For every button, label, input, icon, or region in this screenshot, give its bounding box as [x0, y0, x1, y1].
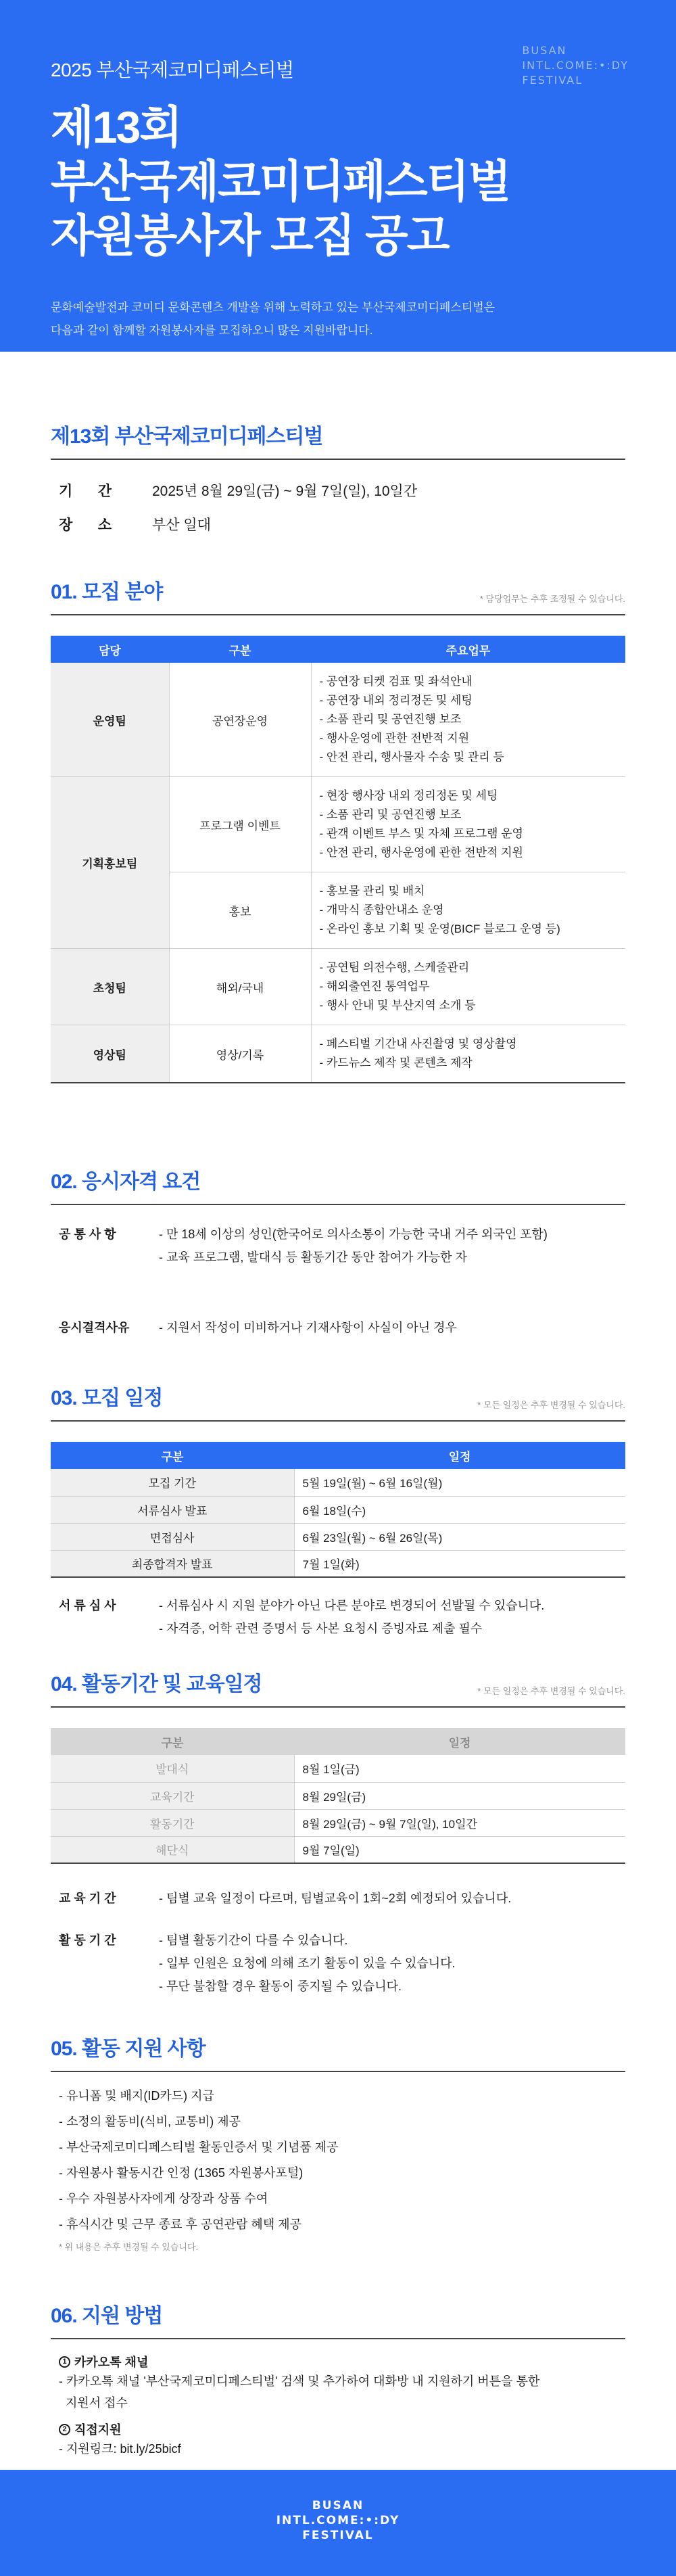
method-text: 지원서 접수: [59, 2396, 128, 2410]
team-cell: 기획홍보팀: [51, 777, 169, 949]
method-kakao-heading: [51, 2353, 625, 2370]
list-item: - 자원봉사 활동시간 인정 (1365 자원봉사포털): [59, 2166, 304, 2180]
section-header: [51, 575, 625, 615]
kv-label: 활 동 기 간: [59, 1934, 116, 1947]
section-title: 06. 지원 방법: [51, 2305, 163, 2327]
logo-line: INTL.COME:•:DY: [522, 59, 629, 72]
method-label: 직접지원: [74, 2423, 122, 2437]
col-header: 구분: [169, 636, 311, 663]
table-row: [51, 949, 625, 1025]
logo-line: FESTIVAL: [522, 74, 583, 87]
support-section: [51, 2032, 625, 2253]
desc-line: 문화예술발전과 코미디 문화콘텐츠 개발을 위해 노력하고 있는 부산국제코미디페스티벌은: [51, 301, 496, 314]
col-header: 구분: [51, 1442, 294, 1469]
document-review: [51, 1594, 625, 1640]
period-label: 기 간: [59, 484, 112, 499]
section-note: * 모든 일정은 추후 변경될 수 있습니다.: [477, 1400, 625, 1410]
section-header: [51, 2299, 625, 2339]
sub-cell: 영상/기록: [169, 1025, 311, 1083]
kv-value: - 지원서 작성이 미비하거나 기재사항이 사실이 아닌 경우: [159, 1321, 457, 1334]
table-row: 모집 기간 5월 19일(월) ~ 6월 16일(월): [51, 1469, 625, 1496]
list-item: - 부산국제코미디페스티벌 활동인증서 및 기념품 제공: [59, 2140, 339, 2154]
qualifications-section: [51, 1165, 625, 1339]
support-note: * 위 내용은 추후 변경될 수 있습니다.: [59, 2242, 199, 2252]
kv-value: - 서류심사 시 지원 분야가 아닌 다른 분야로 변경되어 선발될 수 있습니다. - 자격증, 어학 관련 증명서 등 사본 요청시 증빙자료 제출 필수: [159, 1599, 545, 1635]
number-1-icon: 1: [59, 2356, 70, 2368]
apply-section: [51, 2299, 625, 2460]
section-note: * 모든 일정은 추후 변경될 수 있습니다.: [477, 1686, 625, 1696]
team-cell: 초청팀: [51, 949, 169, 1025]
kv-value: - 팀별 교육 일정이 다르며, 팀별교육이 1회~2회 예정되어 있습니다.: [159, 1892, 512, 1905]
kv-label: 교 육 기 간: [59, 1892, 116, 1905]
page-title: [51, 100, 625, 262]
table-header-row: [51, 1442, 625, 1469]
table-row: 최종합격자 발표 7월 1일(화): [51, 1550, 625, 1577]
intro-section: [51, 419, 625, 534]
table-row: 활동기간 8월 29일(금) ~ 9월 7일(일), 10일간: [51, 1809, 625, 1836]
table-row: [51, 663, 625, 777]
intro-title: 제13회 부산국제코미디페스티벌: [51, 425, 323, 448]
place-row: [51, 514, 625, 534]
title-line: 자원봉사자 모집 공고: [51, 210, 449, 260]
table-row: [51, 777, 625, 872]
kv-label: 공 통 사 항: [59, 1227, 116, 1241]
tasks-cell: - 홍보물 관리 및 배치 - 개막식 종합안내소 운영 - 온라인 홍보 기획 및 운영(BICF 블로그 운영 등): [311, 872, 625, 949]
sub-cell: 프로그램 이벤트: [169, 777, 311, 872]
section-header: [51, 1381, 625, 1422]
table-header-row: [51, 1728, 625, 1755]
col-header: 일정: [294, 1728, 625, 1755]
tasks-cell: - 페스티벌 기간내 사진촬영 및 영상촬영 - 카드뉴스 제작 및 콘텐츠 제작: [311, 1025, 625, 1083]
list-item: - 휴식시간 및 근무 종료 후 공연관람 혜택 제공: [59, 2218, 301, 2231]
list-item: - 소정의 활동비(식비, 교통비) 제공: [59, 2115, 241, 2128]
activity-table: [51, 1728, 625, 1864]
sub-cell: 해외/국내: [169, 949, 311, 1025]
number-2-icon: 2: [59, 2424, 70, 2435]
section-header: [51, 2032, 625, 2072]
place-value: 부산 일대: [152, 517, 211, 533]
place-label: 장 소: [59, 517, 112, 533]
period-value: 2025년 8월 29일(금) ~ 9월 7일(일), 10일간: [152, 484, 418, 499]
list-item: - 유니폼 및 배지(ID카드) 지급: [59, 2089, 214, 2103]
table-header-row: [51, 636, 625, 663]
logo-line: BUSAN: [522, 44, 567, 57]
col-header: 담당: [51, 636, 169, 663]
team-cell: 영상팀: [51, 1025, 169, 1083]
title-line: 부산국제코미디페스티벌: [51, 156, 510, 206]
table-row: 발대식 8월 1일(금): [51, 1755, 625, 1782]
recruit-table: [51, 636, 625, 1083]
hero-description: [51, 296, 625, 342]
tasks-cell: - 현장 행사장 내외 정리정돈 및 세팅 - 소품 관리 및 공연진행 보조 - 관객 이벤트 부스 및 자체 프로그램 운영 - 안전 관리, 행사운영에 관한 전반적 지원: [311, 777, 625, 872]
list-item: - 우수 자원봉사자에게 상장과 상품 수여: [59, 2192, 268, 2205]
footer-logo-line: BUSAN: [312, 2499, 364, 2512]
section-header: [51, 1165, 625, 1205]
apply-link[interactable]: - 지원링크: bit.ly/25bicf: [59, 2442, 181, 2456]
section-header: [51, 1667, 625, 1708]
festival-logo: [522, 43, 629, 88]
activity-period-section: [51, 1667, 625, 1998]
table-row: 면접심사 6월 23일(월) ~ 6월 26일(목): [51, 1523, 625, 1550]
col-header: 일정: [294, 1442, 625, 1469]
section-title: 01. 모집 분야: [51, 581, 163, 603]
col-header: 주요업무: [311, 636, 625, 663]
intro-header: [51, 419, 625, 460]
table-row: 해단식 9월 7일(일): [51, 1836, 625, 1863]
education-period: [51, 1887, 625, 1910]
period-row: [51, 480, 625, 500]
support-list: [51, 2083, 625, 2253]
section-title: 04. 활동기간 및 교육일정: [51, 1673, 262, 1695]
section-note: * 담당업무는 추후 조정될 수 있습니다.: [479, 594, 625, 604]
kv-value: - 만 18세 이상의 성인(한국어로 의사소통이 가능한 국내 거주 외국인 포함) - 교육 프로그램, 발대식 등 활동기간 동안 참여가 가능한 자: [159, 1227, 548, 1264]
footer-logo-line: INTL.COME:•:DY: [276, 2514, 400, 2527]
section-title: 05. 활동 지원 사항: [51, 2038, 206, 2060]
method-text: - 카카오톡 채널 '부산국제코미디페스티벌' 검색 및 추가하여 대화방 내 지원하기 버튼을 통한: [59, 2374, 540, 2388]
footer-banner: [0, 2470, 676, 2576]
activity-period: [51, 1929, 625, 1998]
kv-label: 응시결격사유: [59, 1321, 130, 1334]
schedule-table: [51, 1442, 625, 1578]
tasks-cell: - 공연팀 의전수행, 스케줄관리 - 해외출연진 통역업무 - 행사 안내 및 부산지역 소개 등: [311, 949, 625, 1025]
sub-cell: 공연장운영: [169, 663, 311, 777]
table-row: 서류심사 발표 6월 18일(수): [51, 1496, 625, 1523]
recruit-schedule-section: [51, 1381, 625, 1640]
section-title: 03. 모집 일정: [51, 1387, 163, 1409]
team-cell: 운영팀: [51, 663, 169, 777]
table-row: [51, 1025, 625, 1083]
recruit-fields-section: [51, 575, 625, 1083]
table-row: 교육기간 8월 29일(금): [51, 1782, 625, 1809]
desc-line: 다음과 같이 함께할 자원봉사자를 모집하오니 많은 지원바랍니다.: [51, 324, 373, 337]
sub-cell: 홍보: [169, 872, 311, 949]
tasks-cell: - 공연장 티켓 검표 및 좌석안내 - 공연장 내외 정리정돈 및 세팅 - 소품 관리 및 공연진행 보조 - 행사운영에 관한 전반적 지원 - 안전 관리, 행사물자 수송 및 관리 등: [311, 663, 625, 777]
common-requirements: [51, 1223, 625, 1269]
disqualification: [51, 1316, 625, 1339]
col-header: 구분: [51, 1728, 294, 1755]
method-direct-heading: [51, 2420, 625, 2438]
hero-subtitle: 2025 부산국제코미디페스티벌: [51, 60, 294, 80]
kv-value: - 팀별 활동기간이 다를 수 있습니다. - 일부 인원은 요청에 의해 조기 활동이 있을 수 있습니다. - 무단 불참할 경우 활동이 중지될 수 있습니다.: [159, 1934, 456, 1993]
footer-logo-line: FESTIVAL: [302, 2529, 374, 2542]
title-line: 제13회: [51, 102, 181, 152]
section-title: 02. 응시자격 요건: [51, 1171, 201, 1193]
kv-label: 서 류 심 사: [59, 1599, 116, 1612]
hero-banner: [0, 0, 676, 352]
method-label: 카카오톡 채널: [74, 2356, 149, 2369]
